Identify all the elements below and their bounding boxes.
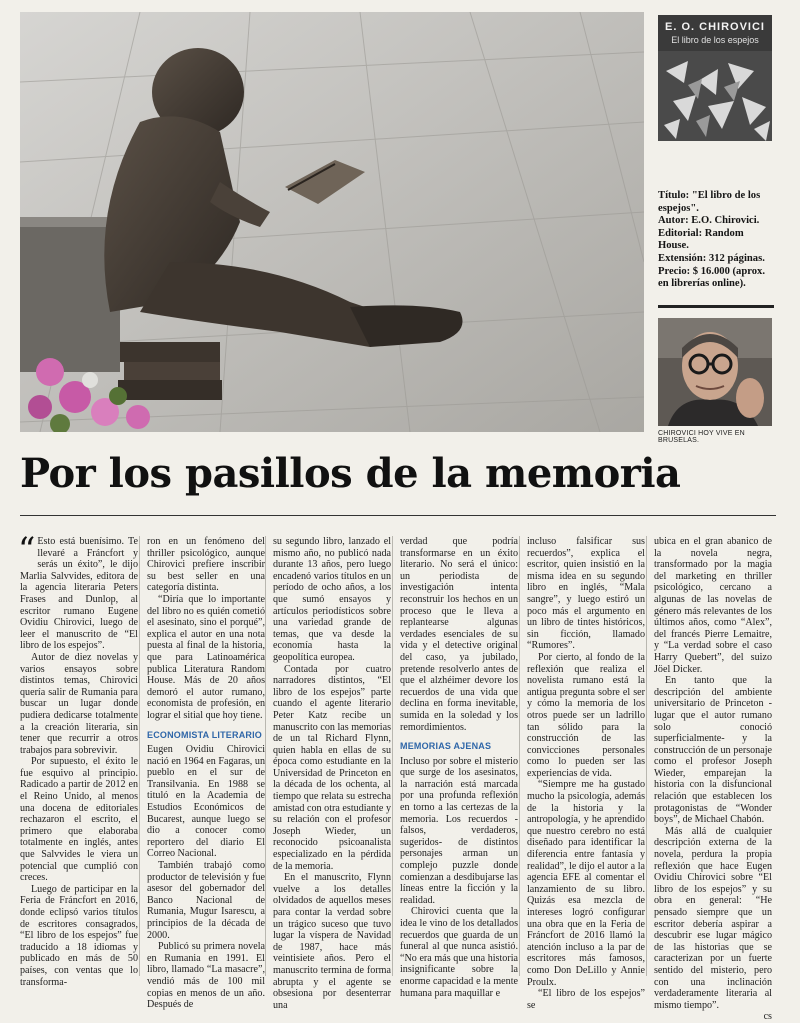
column-separator (139, 536, 140, 976)
paragraph: incluso falsificar sus recuerdos”, explica el escritor, quien insistió en la misma idea en su segundo libro en inglés, “Mala sangre”, y luego estiró un poco más el argumento en un libro de tintes históricos, sin ficción, llamado “Rumores”. (527, 536, 645, 652)
article-column-4 (400, 536, 518, 999)
paragraph: Chirovici cuenta que la idea le vino de los detallados recuerdos que guarda de un funeral al que nunca asistió. “No era más que una historia insignificante sobre la enorme capacidad e la mente humana para maquillar e (400, 906, 518, 999)
column-separator (646, 536, 647, 976)
book-info-length: Extensión: 312 páginas. (658, 252, 765, 264)
section-heading: MEMORIAS AJENAS (400, 741, 492, 752)
cover-title: El libro de los espejos (671, 35, 759, 45)
paragraph: Contada por cuatro narradores distintos, “El libro de los espejos” parte cuando el agente literario Peter Katz recibe un manuscrito con las memorias de un tal Richard Flynn, quien habla en ellas de su época como estudiante en la Universidad de Princeton en la década de los ochenta, al tiempo que relata su estrecha amistad con otra estudiante y su relación con el profesor Joseph Wieder, un reconocido psicoanalista especializado en la pérdida de la memoria. (273, 663, 392, 872)
info-divider (658, 305, 774, 308)
paragraph: Por supuesto, el éxito le fue esquivo al principio. Radicado a partir de 2012 en el Reino Unido, al menos una docena de editoriales rechazaron el escrito, el primero que elaboraba totalmente en inglés, antes que Salvvides le viera un potencial que cumplió con creces. (20, 756, 138, 884)
paragraph: Eugen Ovidiu Chirovici nació en 1964 en Fagaras, un pueblo en el sur de Transilvania. En 1988 se tituló en la Academia de Estudios Económicos de Bucarest, aunque luego se dio a conocer como reportero del diario El Correo Nacional. (147, 744, 265, 860)
paragraph: ubica en el gran abanico de la novela negra, transformado por la magia del marketing en thriller psicológico, cercano a algunas de las novelas de género más relevantes de los últimos años, como “Alex”, del francés Pierre Lemaitre, y “La verdad sobre el caso Harry Quebert”, del suizo Jöel Dicker. (654, 536, 772, 675)
paragraph: Autor de diez novelas y varios ensayos sobre distintos temas, Chirovici quería salir de Rumania para buscar un lugar donde pudiera dedicarse totalmente a la creación literaria, sin tener que recurrir a otros trabajos para sobrevivir. (20, 651, 138, 756)
paragraph: su segundo libro, lanzado el mismo año, no publicó nada durante 13 años, pero luego encadenó varios títulos en un período de ocho años, a los que sumó ensayos y artículos periodísticos sobre una variedad grande de temas, que va desde la economía hasta la geopolítica europea. (273, 536, 391, 663)
statue-photo (20, 12, 644, 432)
paragraph: En el manuscrito, Flynn vuelve a los detalles olvidados de aquellos meses para contar la verdad sobre un trágico suceso que tuvo lugar la víspera de Navidad de 1987, hace más veintisiete años. Pero el manuscrito termina de forma abrupta y el agente se obsesiona por desenterrar una (273, 872, 391, 1011)
paragraph: También trabajó como productor de televisión y fue asesor del gobernador del Banco Nacional de Rumania, Mugur Isarescu, a principios de la década de 2000. (147, 860, 265, 941)
headline: Por los pasillos de la memoria (20, 450, 681, 497)
paragraph-text: Esto está buenísimo. Te llevaré a Fráncfort y serás un éxito”, le dijo Marlia Salvvides, editora de la agencia literaria Peters Frases and Dunlop, al escritor rumano Eugene Ovidiu Chirovici, luego de leer el manuscrito de “El libro de los espejos”. (20, 536, 138, 652)
cover-author: E. O. CHIROVICI (665, 21, 765, 33)
column-separator (265, 536, 266, 976)
author-initials: cs (763, 1011, 772, 1023)
paragraph: “Siempre me ha gustado mucho la psicología, además de la historia y la antropología, y he aprendido que nuestro cerebro no está diseñado para identificar la diferencia entre fantasía y realidad”, le dijo el autor a la agencia EFE al comentar el lanzamiento de su libro. Quizás esa mezcla de intereses logró configurar una obra que en la Feria de Fráncfort de 2016 llamó la atención incluso a la par de escritores más famosos, como Don DeLillo y Annie Proulx. (527, 779, 645, 988)
book-info-publisher: Editorial: Random House. (658, 227, 744, 252)
article-column-5 (527, 536, 645, 1011)
author-portrait (658, 318, 772, 426)
paragraph: Luego de participar en la Feria de Fráncfort en 2016, donde eclipsó varios títulos de escritores consagrados, “El libro de los espejos” fue traducido a 18 idiomas y publicado en más de 50 países, con ventas que lo transforma- (20, 883, 138, 988)
paragraph: Publicó su primera novela en Rumania en 1991. El libro, llamado “La masacre”, vendió más de 100 mil copias en menos de un año. Después de (147, 941, 265, 1011)
column-separator (392, 536, 393, 976)
book-cover-image (658, 15, 772, 141)
paragraph (18, 530, 138, 652)
paragraph: “El libro de los espejos” se (527, 988, 645, 1011)
book-info-title: Título: "El libro de los espejos". (658, 190, 761, 214)
portrait-caption: CHIROVICI HOY VIVE EN BRUSELAS. (658, 430, 745, 444)
paragraph: Por cierto, al fondo de la reflexión que realiza el novelista rumano está la antigua pregunta sobre el ser y cómo la memoria de los otros puede ser un ladrillo tan sólido para la construcción de las convicciones personales como lo pueden ser las experiencias de vida. (527, 651, 645, 779)
book-info-price: Precio: $ 16.000 (aprox. en librerías online). (658, 265, 765, 290)
article-column-2 (147, 536, 265, 1011)
paragraph: Más allá de cualquier descripción externa de la novela, perdura la propia reflexión que hace Eugen Ovidiu Chirovici sobre “El libro de los espejos” y su obra en general: “He pensado siempre que un escritor debería aspirar a descubrir ese lugar mágico de las historias que se caracterizan por un fuerte sentido del misterio, pero con una inclinación verdaderamente literaria al mismo tiempo”. (654, 825, 772, 1011)
paragraph: ron en un fenómeno del thriller psicológico, aunque Chirovici prefiere inscribir su best seller en una categoría distinta. (147, 536, 265, 594)
book-info-box (658, 190, 776, 291)
column-separator (519, 536, 520, 976)
headline-rule (20, 515, 776, 516)
article-column-6 (654, 536, 772, 1023)
opening-quote-mark: “ (18, 530, 36, 570)
paragraph: Incluso por sobre el misterio que surge de los asesinatos, la narración está marcada por una profunda reflexión en torno a las certezas de la memoria. Los recuerdos -falsos, verdaderos, sugeridos- de distintos personajes arman un complejo puzzle donde comienzan a desdibujarse las líneas entre la ficción y la realidad. (400, 755, 518, 906)
paragraph: verdad que podría transformarse en un éxito literario. No será el único: un periodista de investigación intenta reconstruir los hechos en un proceso que le lleva a replantearse algunas verdades esenciales de su vida y el detective original del caso, ya jubilado, pretende resolverlo antes de que el alzhéimer devore los recuerdos de una vida que declina en forma inevitable, sumida en la soledad y los remordimientos. (400, 536, 518, 733)
paragraph: “Diría que lo importante del libro no es quién cometió el asesinato, sino el porqué”, explica el autor en una nota puesta al final de la historia, que para Latinoamérica publica Literatura Random House. Más de 20 años demoró el autor rumano, economista de profesión, en lograr el sitial que hoy tiene. (147, 593, 265, 721)
section-heading: ECONOMISTA LITERARIO (147, 729, 262, 740)
article-column-1 (18, 530, 138, 988)
book-info-author: Autor: E.O. Chirovici. (658, 215, 760, 227)
paragraph: En tanto que la descripción del ambiente universitario de Princeton -lugar que el autor rumano solo conoció superficialmente- y la construcción de un personaje como el profesor Joseph Wieder, emparejan la historia con la disfuncional relación que establecen los protagonistas de “Wonder boys”, de Michael Chabón. (654, 675, 772, 826)
article-column-3 (273, 536, 391, 1011)
